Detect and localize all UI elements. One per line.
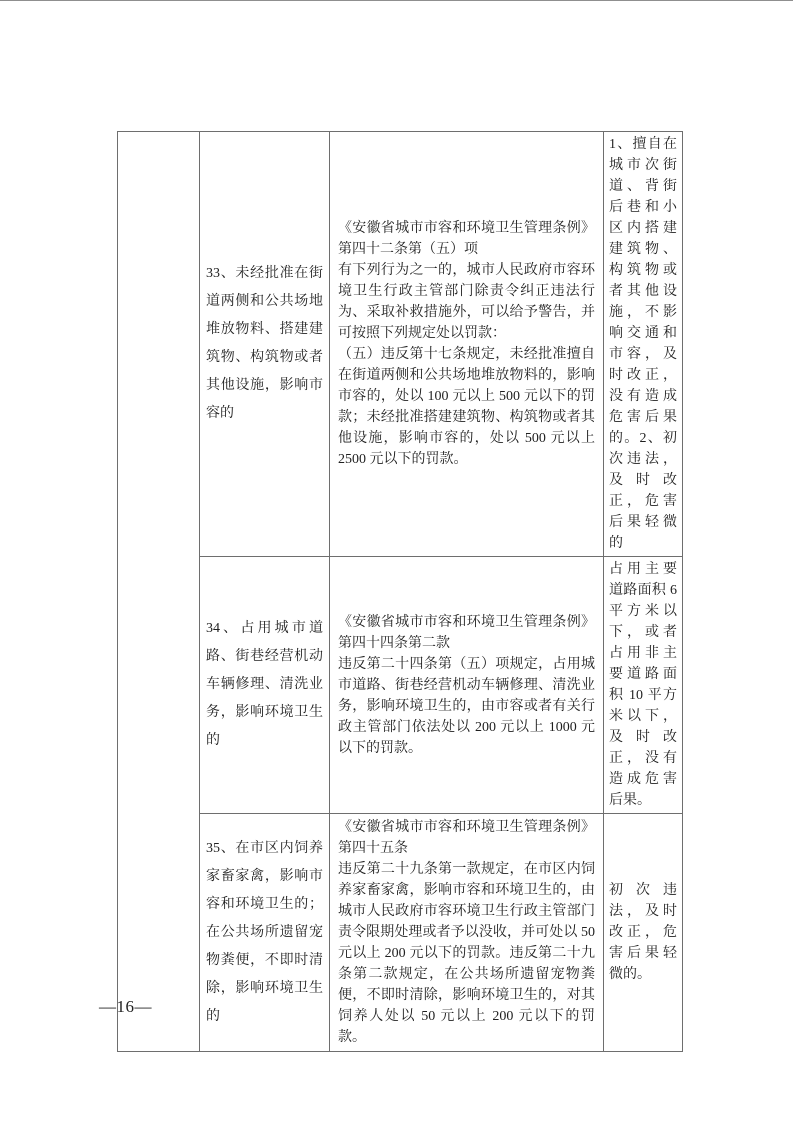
table-row-33 [118,132,683,557]
discretion-criteria-cell-33 [604,132,683,557]
discretion-criteria-text-35: 初次违法，及时改正，危害后果轻微的。 [609,883,677,982]
table-row-34 [118,557,683,814]
page-number: —16— [99,997,152,1016]
legal-basis-cell-34 [330,557,604,814]
violation-item-text-33: 33、未经批准在街道两侧和公共场地堆放物料、搭建建筑物、构筑物或者其他设施，影响市容的 [206,266,323,421]
legal-basis-cell-33 [330,132,604,557]
violation-item-cell-34 [200,557,330,814]
table-row-35 [118,814,683,1052]
discretion-criteria-cell-35 [604,814,683,1052]
penalty-discretion-table [117,131,683,1052]
legal-basis-item-33: （五）违反第十七条规定，未经批准擅自在街道两侧和公共场地堆放物料的，影响市容的，处以 100 元以上 500 元以下的罚款；未经批准搭建建筑物、构筑物或者其他设施，影响市容的，处以 500 元以上 2500 元以下的罚款。 [338,347,595,467]
violation-item-cell-33 [200,132,330,557]
legal-basis-title-33: 《安徽省城市市容和环境卫生管理条例》第四十二条第（五）项 [338,221,595,257]
legal-basis-title-34: 《安徽省城市市容和环境卫生管理条例》第四十四条第二款 [338,614,595,651]
legal-basis-title-35: 《安徽省城市市容和环境卫生管理条例》第四十五条 [338,820,595,856]
legal-basis-cell-35 [330,814,604,1052]
legal-basis-body-33: 有下列行为之一的，城市人民政府市容环境卫生行政主管部门除责令纠正违法行为、采取补救措施外，可以给予警告，并可按照下列规定处以罚款： [338,263,595,341]
discretion-criteria-cell-34 [604,557,683,814]
discretion-criteria-text-33: 1、擅自在城市次街道、背街后巷和小区内搭建建筑物、构筑物或者其他设施，不影响交通和市容，及时改正，没有造成危害后果的。2、初次违法，及时改正，危害后果轻微的 [609,137,677,551]
violation-item-text-35: 35、在市区内饲养家畜家禽，影响市容和环境卫生的；在公共场所遗留宠物粪便，不即时清除，影响环境卫生的 [206,840,323,1024]
empty-spanner-cell [118,132,200,1052]
violation-item-cell-35 [200,814,330,1052]
legal-basis-body-35: 违反第二十九条第一款规定，在市区内饲养家畜家禽，影响市容和环境卫生的，由城市人民政府市容环境卫生行政主管部门责令限期处理或者予以没收，并可处以 50 元以上 200 元以下的罚款。违反第二十九条第二款规定，在公共场所遗留宠物粪便，不即时清除，影响环境卫生的，对其饲养人处以 50 元以上 200 元以下的罚款。 [338,862,595,1045]
page-top-edge [0,0,793,1]
discretion-criteria-text-34: 占用主要道路面积 6 平方米以下，或者占用非主要道路面积 10 平方米以下，及时改正，没有造成危害后果。 [609,562,677,808]
violation-item-text-34: 34、占用城市道路、街巷经营机动车辆修理、清洗业务，影响环境卫生的 [206,621,323,748]
legal-basis-body-34: 违反第二十四条第（五）项规定，占用城市道路、街巷经营机动车辆修理、清洗业务，影响环境卫生的，由市容或者有关行政主管部门依法处以 200 元以上 1000 元以下的罚款。 [338,656,595,756]
